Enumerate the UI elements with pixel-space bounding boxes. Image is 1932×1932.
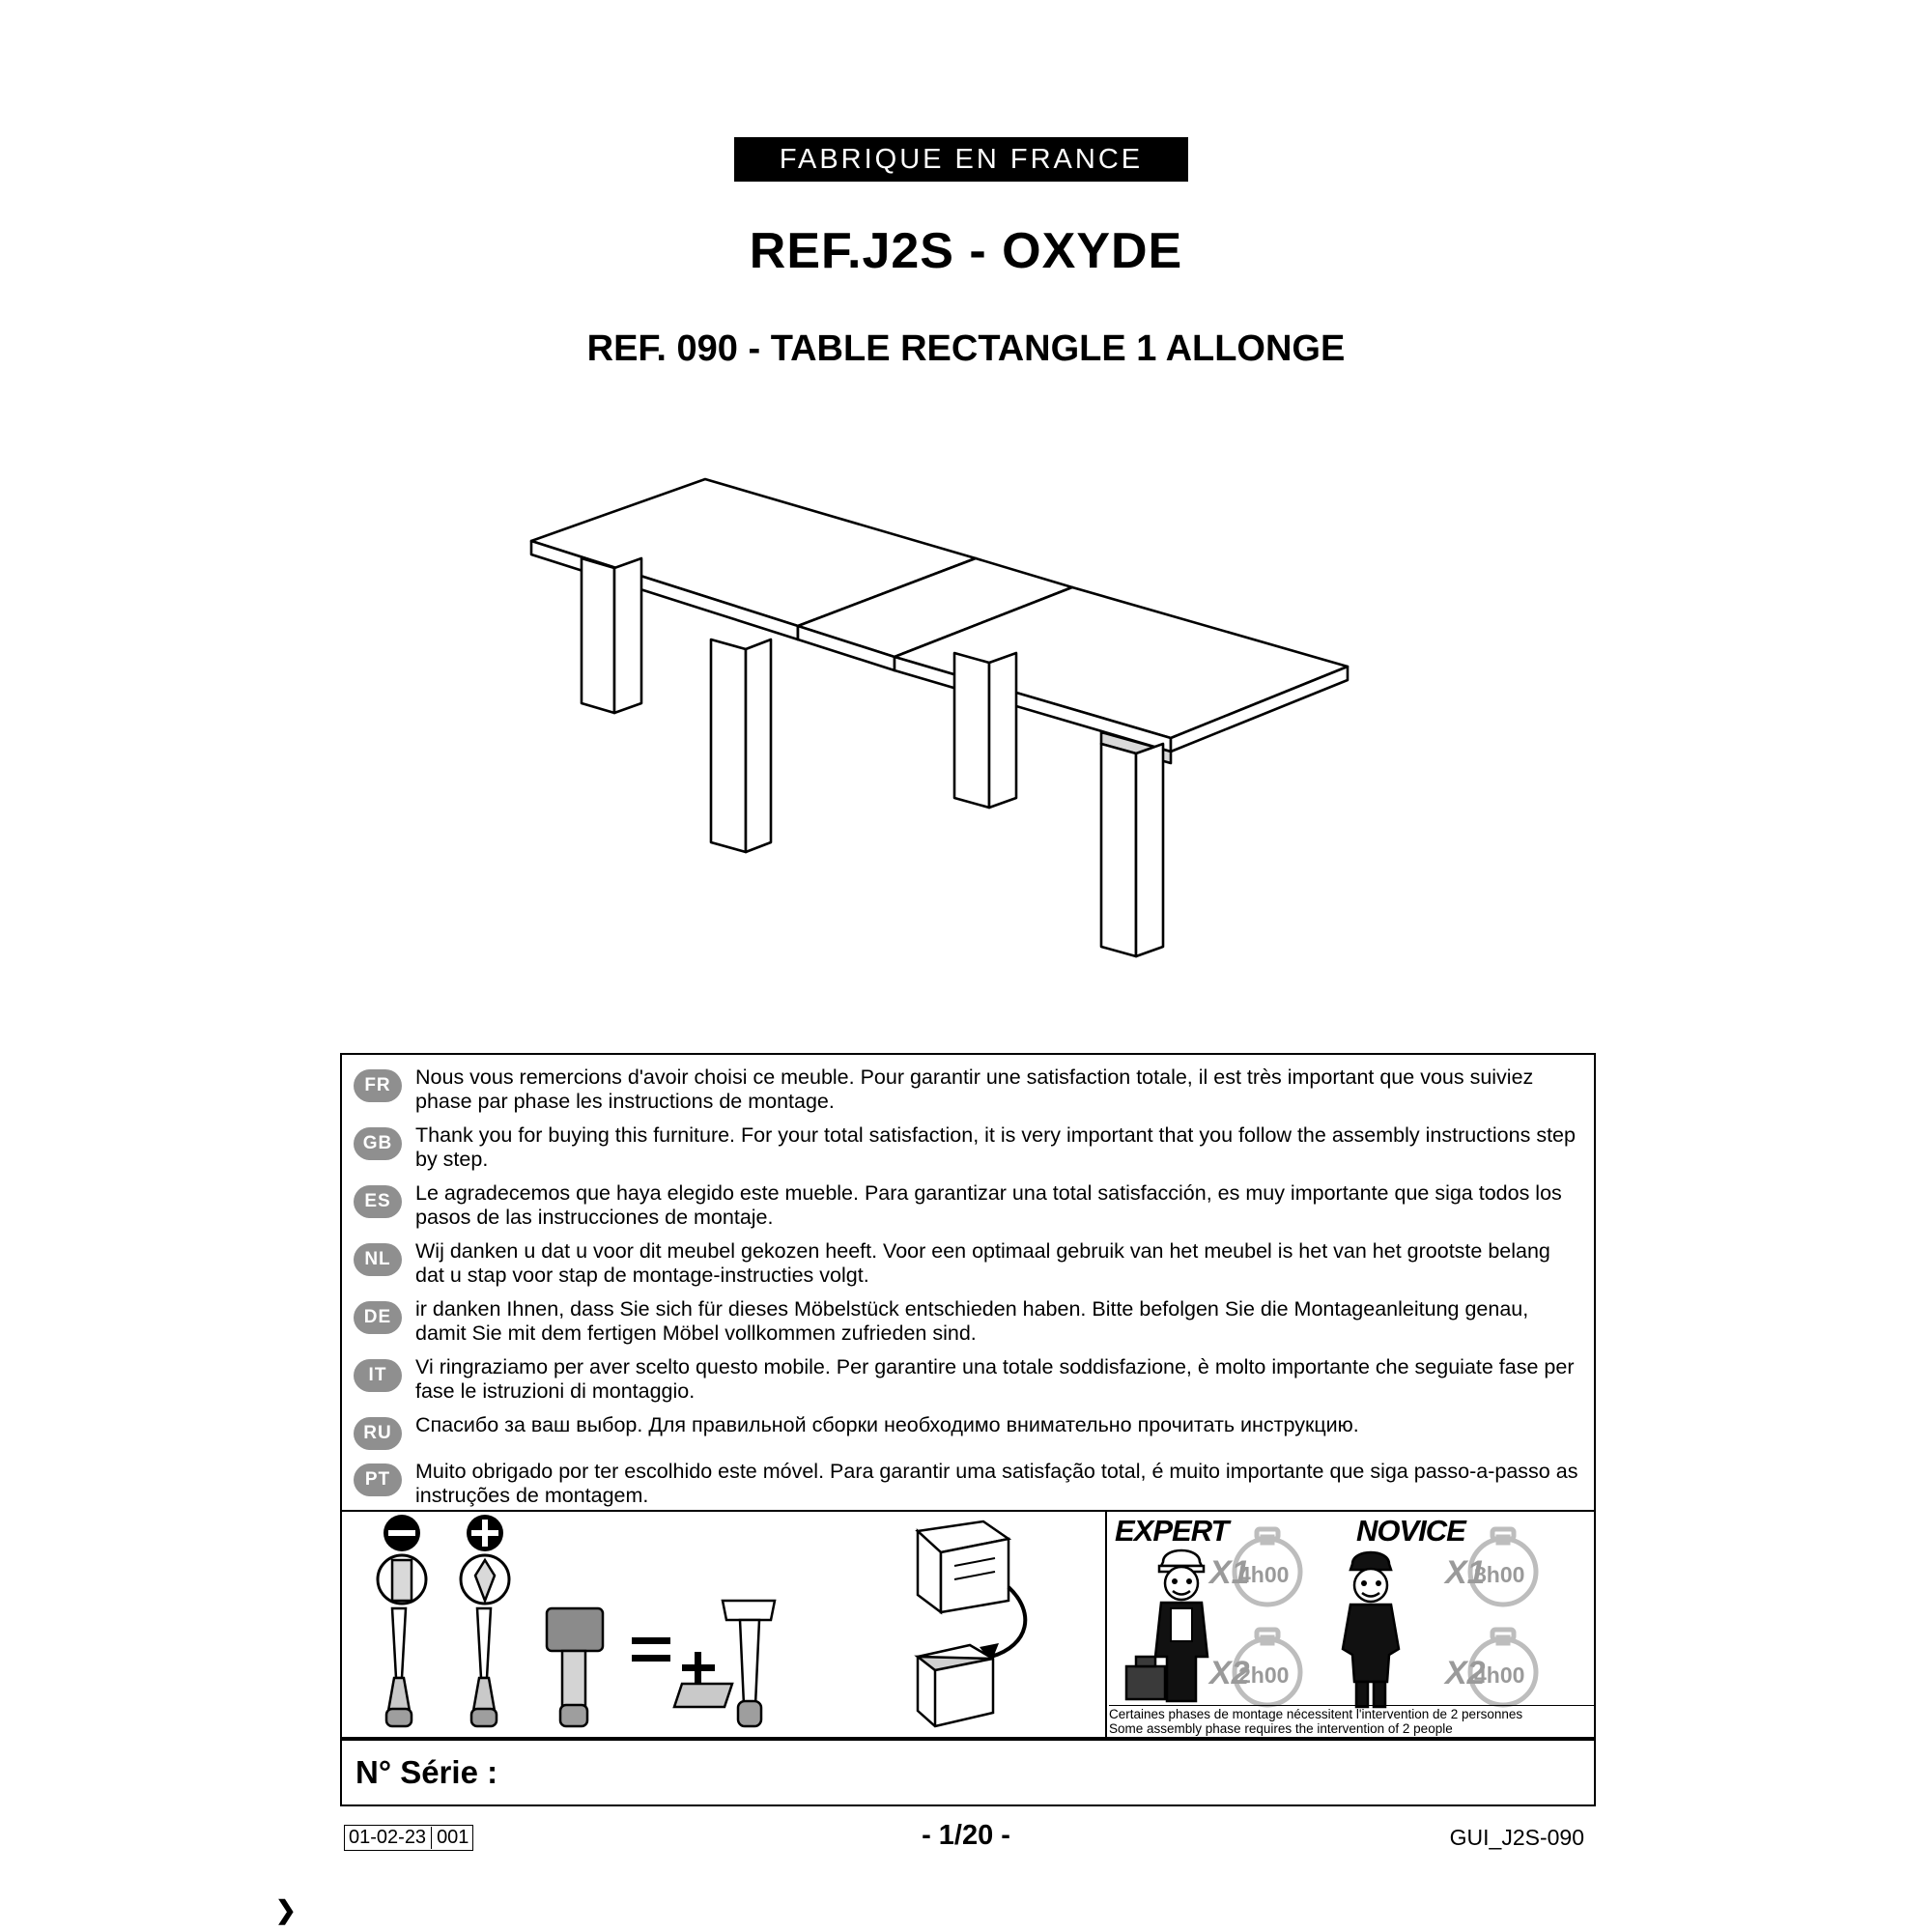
expert-time-1: 4h00	[1238, 1562, 1290, 1587]
flat-screwdriver-head-symbol	[378, 1515, 426, 1604]
page-title: REF.J2S - OXYDE	[749, 223, 1183, 279]
corner-marker-icon: ❯	[275, 1895, 297, 1924]
instruction-booklet-icon	[918, 1521, 1009, 1612]
language-badge-it: IT	[354, 1359, 402, 1392]
revision-date: 01-02-23	[349, 1827, 432, 1849]
novice-people-2: X2	[1445, 1655, 1486, 1691]
language-row-nl	[342, 1235, 1594, 1293]
difficulty-panel	[1105, 1512, 1596, 1737]
hammer-icon	[723, 1601, 775, 1726]
page-subtitle: REF. 090 - TABLE RECTANGLE 1 ALLONGE	[586, 328, 1346, 369]
tools-panel	[342, 1512, 1105, 1737]
expert-label: EXPERT	[1115, 1514, 1229, 1548]
novice-time-1: 8h00	[1474, 1562, 1525, 1587]
serial-number-label: N° Série :	[355, 1754, 498, 1790]
language-text-ru: Спасибо за ваш выбор. Для правильной сборки необходимо внимательно прочитать инструкцию.	[415, 1413, 1359, 1436]
product-illustration	[522, 473, 1430, 1014]
language-badge-ru: RU	[354, 1417, 402, 1450]
language-text-nl: Wij danken u dat u voor dit meubel gekozen heeft. Voor een optimaal gebruik van het meubel is het van het grootste belang dat u stap voor stap de montage-instructies volgt.	[415, 1239, 1550, 1287]
language-row-it	[342, 1350, 1594, 1408]
cross-screwdriver-head-symbol	[461, 1515, 509, 1604]
novice-worker-figure	[1343, 1552, 1399, 1707]
tools-and-difficulty-box	[340, 1510, 1596, 1739]
serial-number-field[interactable]	[340, 1739, 1596, 1806]
expert-people-2: X2	[1209, 1655, 1250, 1691]
language-row-gb	[342, 1119, 1594, 1177]
expert-time-2: 2h00	[1238, 1662, 1290, 1688]
two-people-note-en: Some assembly phase requires the intervention of 2 people	[1109, 1721, 1453, 1736]
language-badge-pt: PT	[354, 1463, 402, 1496]
rubber-mallet-icon	[547, 1608, 603, 1726]
language-row-ru	[342, 1408, 1594, 1455]
made-in-france-banner: FABRIQUE EN FRANCE	[734, 137, 1188, 182]
document-reference: GUI_J2S-090	[1449, 1825, 1584, 1850]
cross-screwdriver-icon	[471, 1608, 497, 1726]
language-text-gb: Thank you for buying this furniture. For your total satisfaction, it is very important that you follow the assembly instructions step by step.	[415, 1123, 1576, 1171]
language-badge-es: ES	[354, 1185, 402, 1218]
language-text-pt: Muito obrigado por ter escolhido este móvel. Para garantir uma satisfação total, é muito importante que siga passo-a-passo as instruções de montagem.	[415, 1460, 1578, 1507]
language-row-de	[342, 1293, 1594, 1350]
novice-time-2: 4h00	[1474, 1662, 1525, 1688]
expert-worker-figure	[1126, 1550, 1208, 1701]
language-text-de: ir danken Ihnen, dass Sie sich für dieses Möbelstück entschieden haben. Bitte befolgen Sie die Montageanleitung genau, damit Sie mit dem fertigen Möbel vollkommen zufrieden sind.	[415, 1297, 1529, 1345]
carton-box-icon	[918, 1645, 993, 1726]
language-badge-fr: FR	[354, 1069, 402, 1102]
novice-people-1: X1	[1445, 1554, 1486, 1591]
flat-screwdriver-icon	[386, 1608, 412, 1726]
language-text-it: Vi ringraziamo per aver scelto questo mobile. Per garantire una totale soddisfazione, è molto importante che seguiate fase per fase le istruzioni di montaggio.	[415, 1355, 1575, 1403]
two-people-note-fr: Certaines phases de montage nécessitent l'intervention de 2 personnes	[1109, 1705, 1596, 1721]
language-text-es: Le agradecemos que haya elegido este mueble. Para garantizar una total satisfacción, es muy importante que siga todos los pasos de las instrucciones de montaje.	[415, 1181, 1562, 1229]
equals-sign-icon	[632, 1637, 670, 1662]
language-row-fr	[342, 1061, 1594, 1119]
language-instructions-box	[340, 1053, 1596, 1522]
plus-sign-icon	[682, 1652, 715, 1685]
language-badge-nl: NL	[354, 1243, 402, 1276]
language-text-fr: Nous vous remercions d'avoir choisi ce meuble. Pour garantir une satisfaction totale, il est très important que vous suiviez phase par phase les instructions de montage.	[415, 1065, 1534, 1113]
language-badge-de: DE	[354, 1301, 402, 1334]
language-row-pt	[342, 1455, 1594, 1513]
language-row-es	[342, 1177, 1594, 1235]
novice-label: NOVICE	[1356, 1514, 1465, 1548]
cloth-pad-icon	[674, 1684, 732, 1707]
revision-number: 001	[437, 1827, 469, 1848]
page-number: - 1/20 -	[922, 1820, 1010, 1851]
language-badge-gb: GB	[354, 1127, 402, 1160]
expert-people-1: X1	[1209, 1554, 1250, 1591]
